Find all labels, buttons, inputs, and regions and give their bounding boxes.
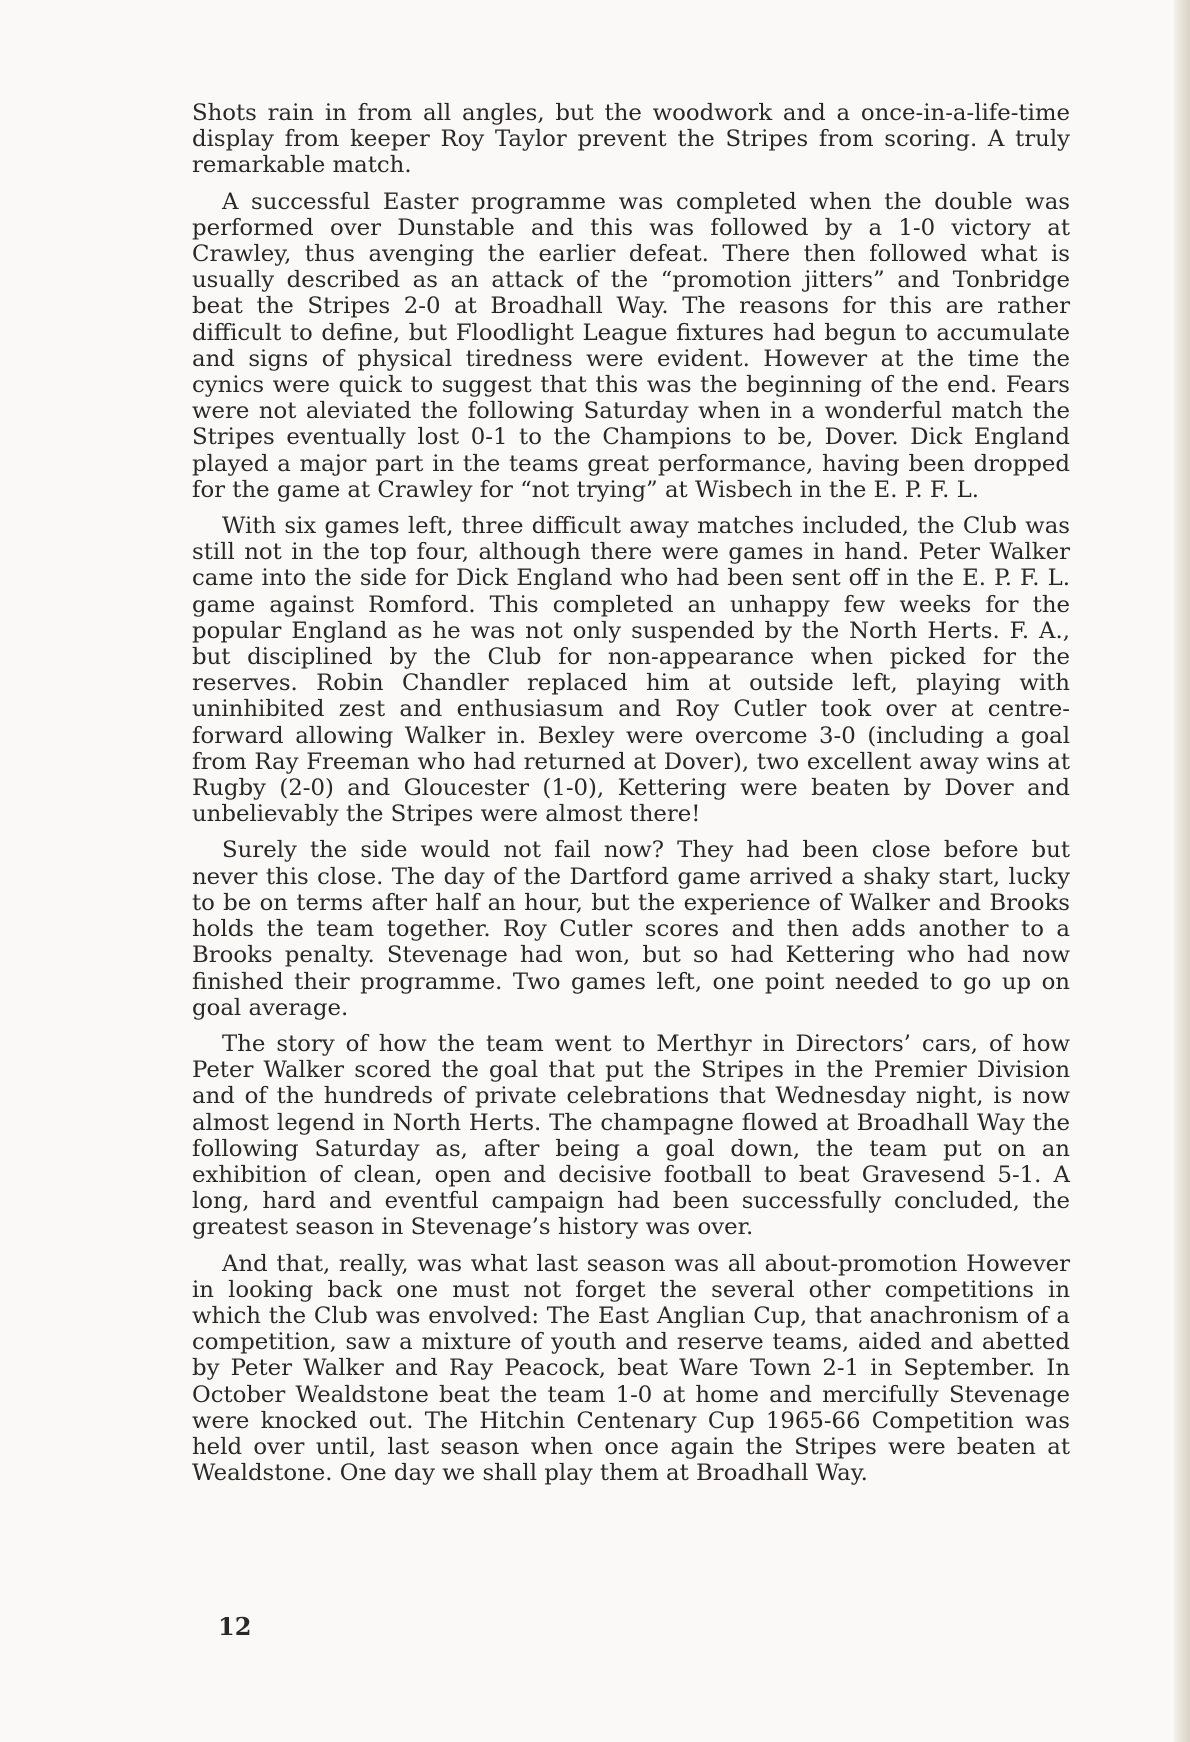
- paragraph-4: Surely the side would not fail now? They had been close before but never this close. The day of the Dartford game arrived a shaky start, lucky to be on terms after half an hour, but the experience of Walker and Brooks holds the team together. Roy Cutler scores and then adds another to a Brooks penalty. Stevenage had won, but so had Kettering who had now finished their programme. Two games left, one point needed to go up on goal average.: [192, 837, 1070, 1021]
- paragraph-6: And that, really, was what last season was all about-promotion However in looking back one must not forget the several other competitions in which the Club was envolved: The East Anglian Cup, that anachronism of a competition, saw a mixture of youth and reserve teams, aided and abetted by Peter Walker and Ray Peacock, beat Ware Town 2-1 in September. In October Wealdstone beat the team 1-0 at home and mercifully Stevenage were knocked out. The Hitchin Centenary Cup 1965-66 Competition was held over until, last season when once again the Stripes were beaten at Wealdstone. One day we shall play them at Broadhall Way.: [192, 1250, 1070, 1487]
- article-body: [192, 100, 1070, 1496]
- paragraph-3: With six games left, three difficult away matches included, the Club was still not in the top four, although there were games in hand. Peter Walker came into the side for Dick England who had been sent off in the E. P. F. L. game against Romford. This completed an unhappy few weeks for the popular England as he was not only suspended by the North Herts. F. A., but disciplined by the Club for non-appearance when picked for the reserves. Robin Chandler replaced him at outside left, playing with uninhibited zest and enthusiasum and Roy Cutler took over at centre-forward allowing Walker in. Bexley were overcome 3-0 (including a goal from Ray Freeman who had returned at Dover), two excellent away wins at Rugby (2-0) and Gloucester (1-0), Kettering were beaten by Dover and unbelievably the Stripes were almost there!: [192, 513, 1070, 828]
- page-number: 12: [218, 1612, 252, 1641]
- paragraph-1: Shots rain in from all angles, but the woodwork and a once-in-a-life-time display from keeper Roy Taylor prevent the Stripes from scoring. A truly remarkable match.: [192, 100, 1070, 179]
- paragraph-5: The story of how the team went to Merthyr in Directors’ cars, of how Peter Walker scored the goal that put the Stripes in the Premier Division and of the hundreds of private celebrations that Wednesday night, is now almost legend in North Herts. The champagne flowed at Broadhall Way the following Saturday as, after being a goal down, the team put on an exhibition of clean, open and decisive football to beat Gravesend 5-1. A long, hard and eventful campaign had been successfully concluded, the greatest season in Stevenage’s history was over.: [192, 1030, 1070, 1241]
- paragraph-2: A successful Easter programme was completed when the double was performed over Dunstable and this was followed by a 1-0 victory at Crawley, thus avenging the earlier defeat. There then followed what is usually described as an attack of the “promotion jitters” and Tonbridge beat the Stripes 2-0 at Broadhall Way. The reasons for this are rather difficult to define, but Floodlight League fixtures had begun to accumulate and signs of physical tiredness were evident. However at the time the cynics were quick to suggest that this was the beginning of the end. Fears were not aleviated the following Saturday when in a wonderful match the Stripes eventually lost 0-1 to the Champions to be, Dover. Dick England played a major part in the teams great performance, having been dropped for the game at Crawley for “not trying” at Wisbech in the E. P. F. L.: [192, 188, 1070, 503]
